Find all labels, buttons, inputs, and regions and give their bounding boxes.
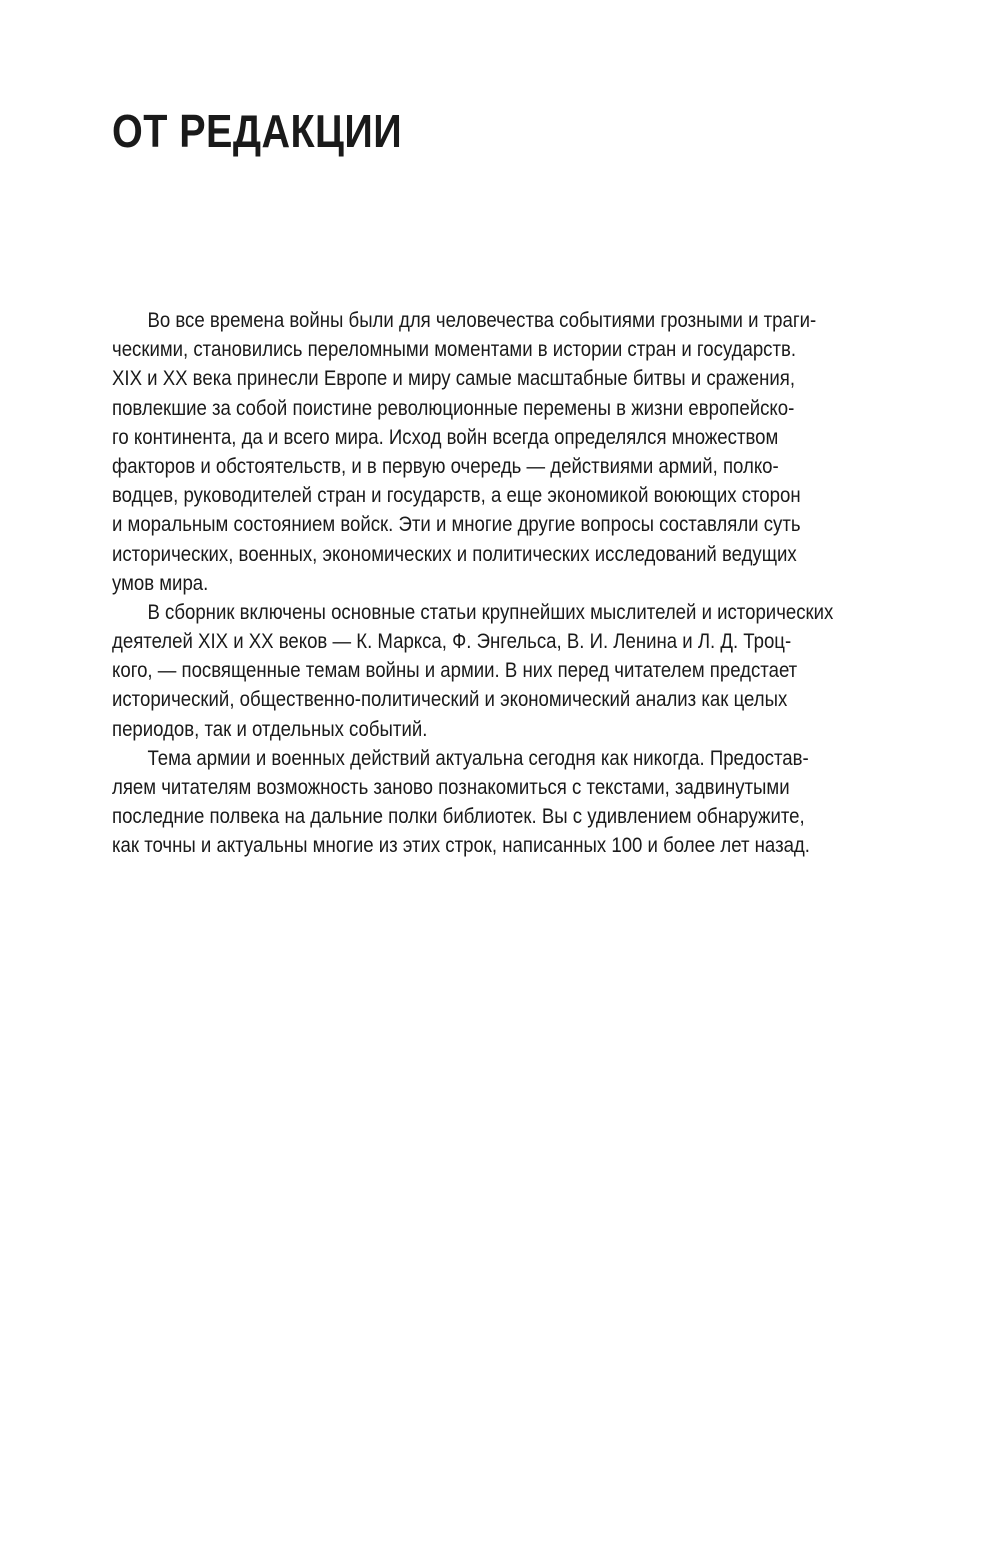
text-line: исторических, военных, экономических и политических исследований ведущих — [112, 541, 797, 566]
text-line: умов мира. — [112, 570, 209, 595]
text-line: и моральным состоянием войск. Эти и многие другие вопросы составляли суть — [112, 512, 801, 537]
text-line: Во все времена войны были для человечества событиями грозными и траги- — [147, 308, 817, 332]
text-line: го континента, да и всего мира. Исход войн всегда определялся множеством — [112, 424, 779, 449]
text-line: В сборник включены основные статьи крупнейших мыслителей и исторических — [147, 599, 834, 624]
paragraph-2 — [112, 598, 892, 744]
text-line: исторический, общественно-политический и экономический анализ как целых — [112, 687, 788, 712]
text-line: водцев, руководителей стран и государств, а еще экономикой воюющих сторон — [112, 483, 801, 508]
paragraph-3 — [112, 744, 892, 861]
text-line: деятелей XIX и XX веков — К. Маркса, Ф. Энгельса, В. И. Ленина и Л. Д. Троц- — [112, 629, 792, 654]
page-title: ОТ РЕДАКЦИИ — [112, 105, 403, 157]
text-line: последние полвека на дальние полки библиотек. Вы с удивлением обнаружите, — [112, 804, 805, 829]
text-line: ляем читателям возможность заново познакомиться с текстами, задвинутыми — [112, 775, 790, 799]
text-line: ческими, становились переломными моментами в истории стран и государств. — [112, 337, 797, 362]
text-line: кого, — посвященные темам войны и армии. В них перед читателем предстает — [112, 658, 798, 683]
paragraph-1 — [112, 306, 892, 598]
text-line: Тема армии и военных действий актуальна сегодня как никогда. Предостав- — [147, 745, 809, 770]
text-line: периодов, так и отдельных событий. — [112, 716, 428, 741]
text-line: XIX и XX века принесли Европе и миру самые масштабные битвы и сражения, — [112, 366, 796, 391]
body-text — [112, 306, 892, 861]
text-line: факторов и обстоятельств, и в первую очередь — действиями армий, полко- — [112, 453, 779, 478]
text-line: повлекшие за собой поистине революционные перемены в жизни европейско- — [112, 395, 795, 420]
text-line: как точны и актуальны многие из этих строк, написанных 100 и более лет назад. — [112, 833, 810, 858]
